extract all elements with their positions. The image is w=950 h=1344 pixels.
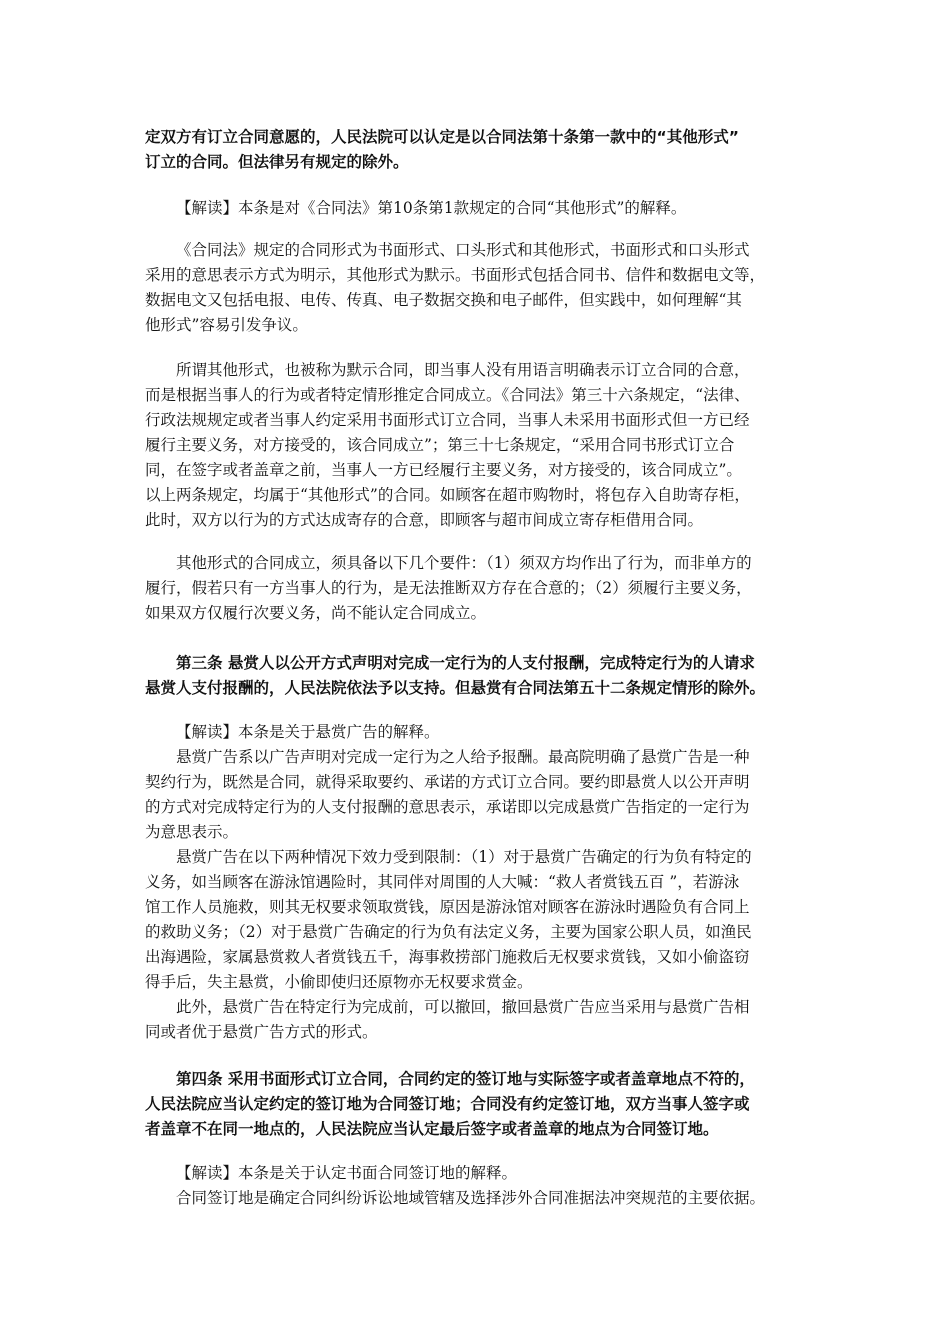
text-line: 他形式”容易引发争议。 bbox=[145, 316, 308, 334]
text-line: 如果双方仅履行次要义务，尚不能认定合同成立。 bbox=[145, 604, 487, 622]
text-line: 订立的合同。但法律另有规定的除外。 bbox=[145, 153, 409, 171]
text-line: 悬赏广告在以下两种情况下效力受到限制：（1）对于悬赏广告确定的行为负有特定的 bbox=[176, 848, 752, 866]
text-line: 人民法院应当认定约定的签订地为合同签订地；合同没有约定签订地，双方当事人签字或 bbox=[145, 1095, 750, 1113]
text-line: 契约行为，既然是合同，就得采取要约、承诺的方式订立合同。要约即悬赏人以公开声明 bbox=[145, 773, 750, 791]
text-line: 履行主要义务，对方接受的，该合同成立”；第三十七条规定，“采用合同书形式订立合 bbox=[145, 436, 735, 454]
article-2-text-continued bbox=[145, 125, 813, 175]
text-line: 第三条 悬赏人以公开方式声明对完成一定行为的人支付报酬，完成特定行为的人请求 bbox=[176, 654, 755, 672]
text-line: 同，在签字或者盖章之前，当事人一方已经履行主要义务，对方接受的，该合同成立”。 bbox=[145, 461, 742, 479]
interpretation-article-3 bbox=[145, 720, 813, 1045]
text-line: 的救助义务；（2）对于悬赏广告确定的行为负有法定义务，主要为国家公职人员，如渔民 bbox=[145, 923, 752, 941]
text-line: 合同签订地是确定合同纠纷诉讼地域管辖及选择涉外合同准据法冲突规范的主要依据。 bbox=[176, 1189, 766, 1207]
paragraph-requirements bbox=[145, 551, 813, 626]
interpretation-article-4 bbox=[145, 1161, 813, 1211]
text-line: 数据电文又包括电报、电传、传真、电子数据交换和电子邮件，但实践中，如何理解“其 bbox=[145, 291, 742, 309]
text-line: 其他形式的合同成立，须具备以下几个要件：（1）须双方均作出了行为，而非单方的 bbox=[176, 554, 752, 572]
text-line: 悬赏广告系以广告声明对完成一定行为之人给予报酬。最高院明确了悬赏广告是一种 bbox=[176, 748, 750, 766]
text-line: 所谓其他形式，也被称为默示合同，即当事人没有用语言明确表示订立合同的合意， bbox=[176, 361, 750, 379]
text-line: 者盖章不在同一地点的，人民法院应当认定最后签字或者盖章的地点为合同签订地。 bbox=[145, 1120, 719, 1138]
text-line: 此时，双方以行为的方式达成寄存的合意，即顾客与超市间成立寄存柜借用合同。 bbox=[145, 511, 704, 529]
text-line: 行政法规规定或者当事人约定采用书面形式订立合同，当事人未采用书面形式但一方已经 bbox=[145, 411, 750, 429]
text-line: 此外，悬赏广告在特定行为完成前，可以撤回，撤回悬赏广告应当采用与悬赏广告相 bbox=[176, 998, 750, 1016]
text-line: 《合同法》规定的合同形式为书面形式、口头形式和其他形式，书面形式和口头形式 bbox=[176, 241, 750, 259]
text-line: 义务，如当顾客在游泳馆遇险时，其同伴对周围的人大喊：“救人者赏钱五百 ”，若游泳 bbox=[145, 873, 740, 891]
paragraph-other-forms bbox=[145, 358, 813, 533]
text-line: 以上两条规定，均属于“其他形式”的合同。如顾客在超市购物时，将包存入自助寄存柜， bbox=[145, 486, 750, 504]
text-line: 定双方有订立合同意愿的，人民法院可以认定是以合同法第十条第一款中的“其他形式” bbox=[145, 128, 739, 146]
text-line: 【解读】本条是关于认定书面合同签订地的解释。 bbox=[176, 1164, 518, 1182]
paragraph-contract-forms bbox=[145, 238, 813, 338]
text-line: 而是根据当事人的行为或者特定情形推定合同成立。《合同法》第三十六条规定，“法律、 bbox=[145, 386, 750, 404]
text-line: 同或者优于悬赏广告方式的形式。 bbox=[145, 1023, 378, 1041]
text-line: 第四条 采用书面形式订立合同，合同约定的签订地与实际签字或者盖章地点不符的， bbox=[176, 1070, 755, 1088]
text-line: 【解读】本条是关于悬赏广告的解释。 bbox=[176, 723, 440, 741]
text-line: 馆工作人员施救，则其无权要求领取赏钱，原因是游泳馆对顾客在游泳时遇险负有合同上 bbox=[145, 898, 750, 916]
text-line: 采用的意思表示方式为明示，其他形式为默示。书面形式包括合同书、信件和数据电文等， bbox=[145, 266, 766, 284]
text-line: 出海遇险，家属悬赏救人者赏钱五千，海事救捞部门施救后无权要求赏钱，又如小偷盗窃 bbox=[145, 948, 750, 966]
article-4 bbox=[145, 1067, 813, 1142]
text-line: 【解读】本条是对《合同法》第10条第1款规定的合同“其他形式”的解释。 bbox=[176, 199, 687, 217]
text-line: 履行，假若只有一方当事人的行为，是无法推断双方存在合意的；（2）须履行主要义务， bbox=[145, 579, 752, 597]
text-line: 悬赏人支付报酬的，人民法院依法予以支持。但悬赏有合同法第五十二条规定情形的除外。 bbox=[145, 679, 766, 697]
interpretation-heading-article-2 bbox=[145, 196, 813, 221]
text-line: 的方式对完成特定行为的人支付报酬的意思表示，承诺即以完成悬赏广告指定的一定行为 bbox=[145, 798, 750, 816]
text-line: 得手后，失主悬赏，小偷即使归还原物亦无权要求赏金。 bbox=[145, 973, 533, 991]
article-3 bbox=[145, 651, 813, 701]
text-line: 为意思表示。 bbox=[145, 823, 239, 841]
